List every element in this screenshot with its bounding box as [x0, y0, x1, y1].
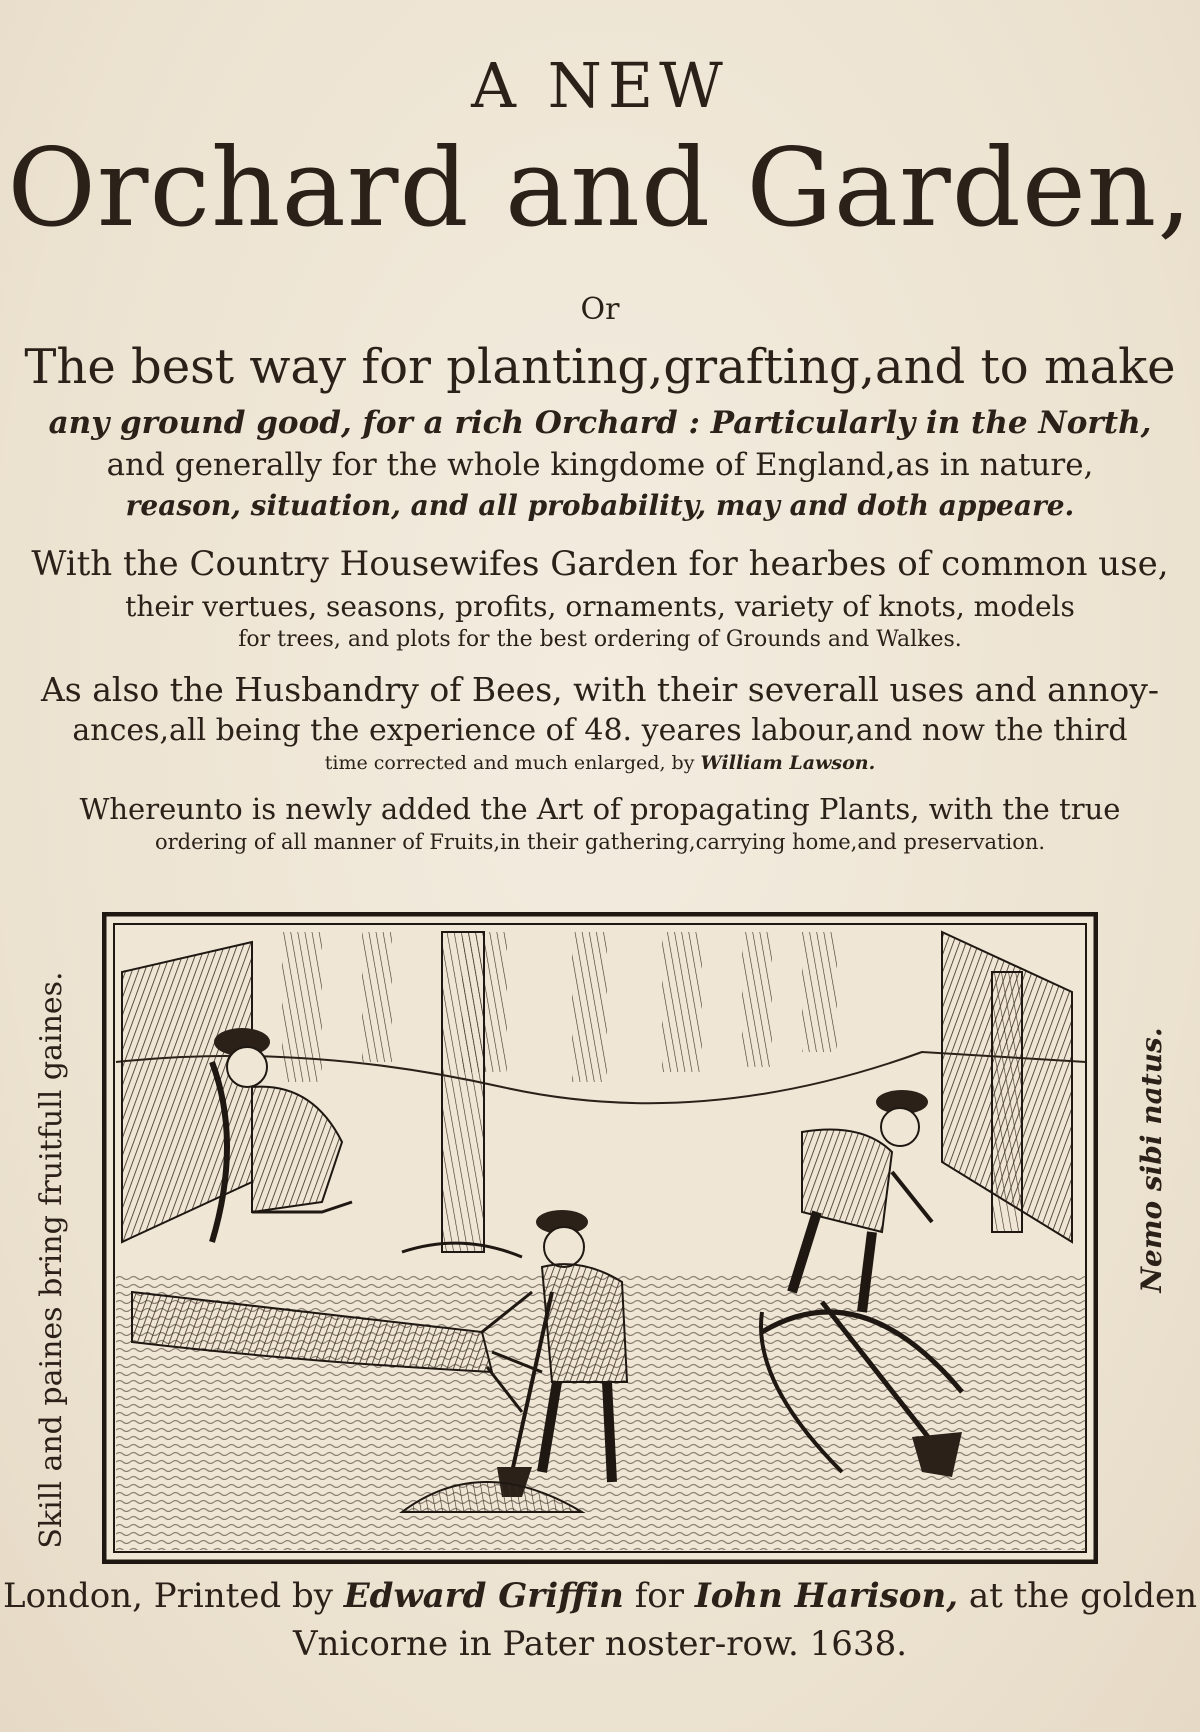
title-block [0, 49, 1200, 854]
subtitle-italic-1: any ground good, for a rich Orchard : Particularly in the North, [48, 405, 1152, 441]
housewife-line-1: With the Country Housewifes Garden for hearbes of common use, [31, 544, 1169, 584]
bees-line-3-prefix: time corrected and much enlarged, by [324, 752, 695, 774]
added-line-1: Whereunto is newly added the Art of propagating Plants, with the true [79, 792, 1121, 826]
title-line-a-new: A NEW [471, 49, 729, 122]
title-main: Orchard and Garden, [7, 126, 1193, 251]
woodcut-illustration [102, 912, 1098, 1564]
bees-line-3 [0, 752, 1200, 774]
imprint-bookseller: Iohn Harison, [694, 1576, 959, 1616]
imprint-printer: Edward Griffin [343, 1576, 624, 1616]
subtitle-italic-2: reason, situation, and all probability, may and doth appeare. [125, 489, 1075, 522]
housewife-line-2: their vertues, seasons, profits, ornaments, variety of knots, models [125, 590, 1075, 623]
subtitle-roman-1: and generally for the whole kingdome of England,as in nature, [106, 447, 1094, 483]
imprint-printed-by: London, Printed by [3, 1576, 333, 1616]
imprint-line-2: Vnicorne in Pater noster-row. 1638. [292, 1624, 908, 1664]
imprint-line-1 [0, 1576, 1200, 1616]
title-or: Or [580, 292, 620, 327]
bees-line-1: As also the Husbandry of Bees, with their severall uses and annoy- [40, 670, 1160, 709]
author-name: William Lawson. [700, 752, 876, 774]
added-line-2: ordering of all manner of Fruits,in their gathering,carrying home,and preservation. [154, 830, 1046, 854]
housewife-line-3: for trees, and plots for the best ordering of Grounds and Walkes. [238, 627, 962, 652]
imprint [0, 1576, 1200, 1664]
imprint-at: at the golden [968, 1576, 1197, 1616]
imprint-for: for [634, 1576, 685, 1616]
bees-line-2: ances,all being the experience of 48. yeares labour,and now the third [72, 713, 1128, 748]
title-subheading: The best way for planting,grafting,and to make [24, 339, 1176, 395]
motto-right: Nemo sibi natus. [1135, 1027, 1168, 1293]
motto-left: Skill and paines bring fruitfull gaines. [34, 971, 69, 1549]
